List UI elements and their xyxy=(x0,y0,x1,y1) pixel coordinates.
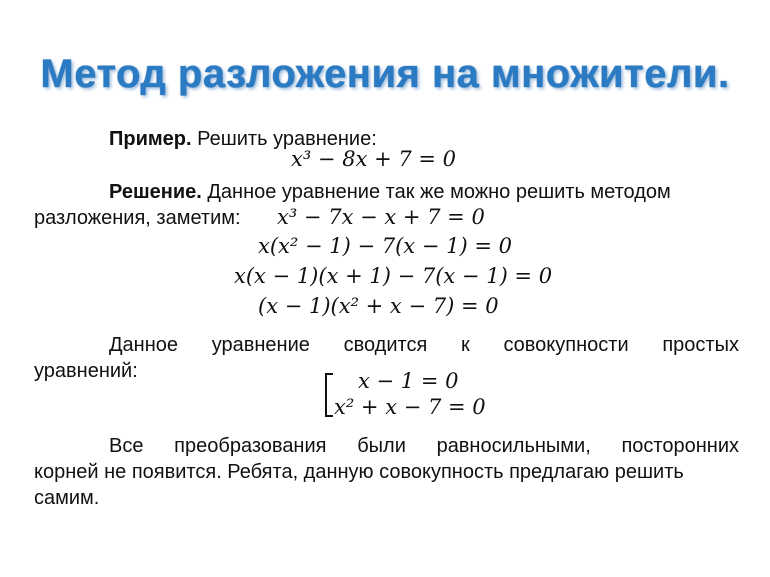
solution-text: Данное уравнение так же можно решить методом xyxy=(201,181,671,203)
solution-step-1: x³ − 7x − x + 7 = 0 xyxy=(277,205,485,229)
reduction-word: уравнение xyxy=(211,334,310,356)
solution-step-2: x(x² − 1) − 7(x − 1) = 0 xyxy=(258,234,512,258)
example-label: Пример. xyxy=(109,128,192,150)
solution-step-4: (x − 1)(x² + x − 7) = 0 xyxy=(258,294,499,318)
slide-title: Метод разложения на множители. xyxy=(40,52,730,96)
solution-label: Решение. xyxy=(109,181,202,203)
reduction-word: совокупности xyxy=(503,334,629,356)
solution-text-line2: разложения, заметим: xyxy=(34,207,241,229)
reduction-word: простых xyxy=(662,334,739,356)
conclusion-line2: корней не появится. Ребята, данную совокупность предлагаю решить xyxy=(34,461,684,483)
system-equation-2: x² + x − 7 = 0 xyxy=(334,395,486,419)
system-bracket xyxy=(325,373,333,417)
reduction-word: к xyxy=(460,334,470,356)
example-equation: x³ − 8x + 7 = 0 xyxy=(291,147,457,171)
conclusion-line1: Все преобразования были равносильными, посторонних xyxy=(109,435,739,457)
example-text: Решить уравнение: xyxy=(191,128,377,150)
solution-line xyxy=(109,179,671,205)
solution-step-3: x(x − 1)(x + 1) − 7(x − 1) = 0 xyxy=(234,264,553,288)
reduction-line1 xyxy=(109,332,739,358)
reduction-word: Данное xyxy=(109,334,179,356)
reduction-line2: уравнений: xyxy=(34,360,138,382)
conclusion-line3: самим. xyxy=(34,487,100,509)
reduction-word: сводится xyxy=(343,334,428,356)
system-equation-1: x − 1 = 0 xyxy=(358,369,459,393)
